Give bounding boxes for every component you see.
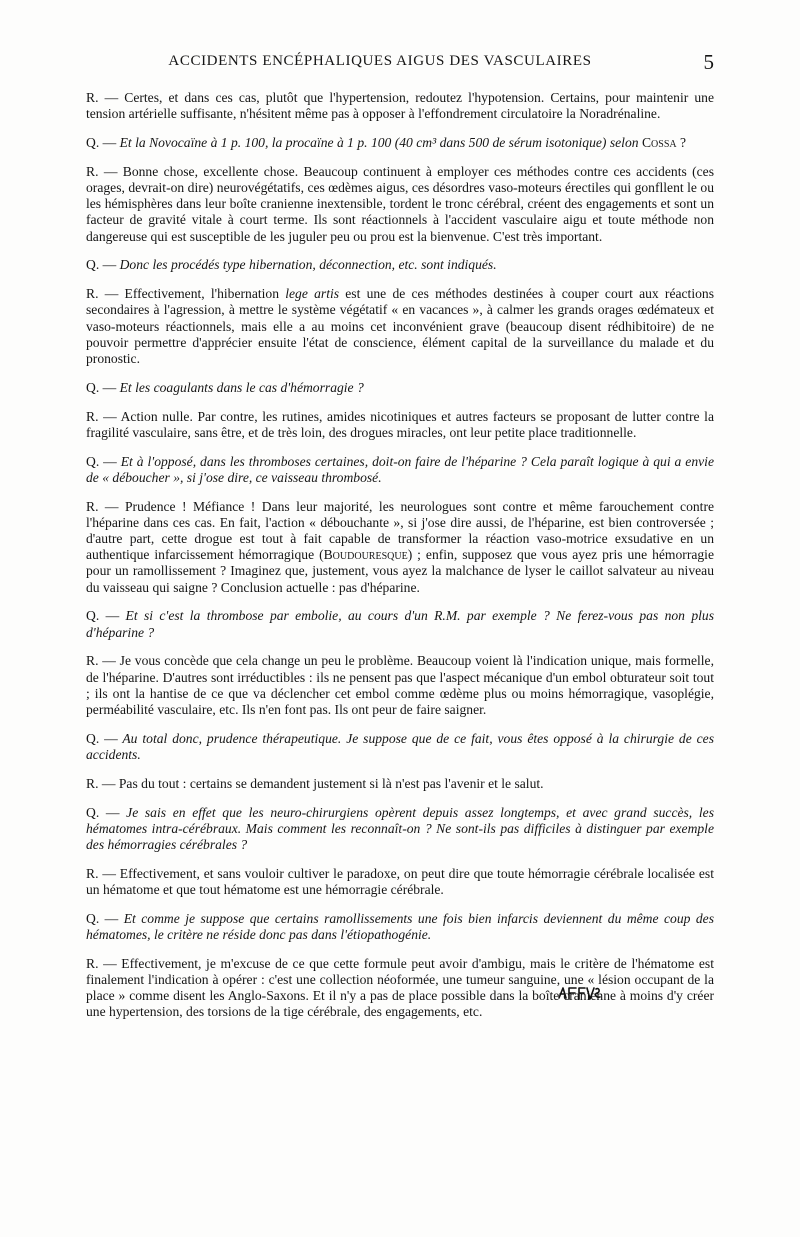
running-header: [86, 50, 714, 74]
body-text: [86, 90, 714, 1033]
question-paragraph: [86, 135, 714, 151]
question-paragraph: [86, 380, 714, 396]
answer-paragraph: [86, 164, 714, 245]
question-paragraph: [86, 257, 714, 273]
handwritten-annotation-icon: [556, 982, 602, 1004]
question-paragraph: [86, 608, 714, 640]
speaker-label: R. —: [86, 653, 116, 669]
speaker-label: Q. —: [86, 608, 120, 624]
paragraph-text: Et comme je suppose que certains ramollissements une fois bien infarcis deviennent du même coup des hématomes, le critère ne réside donc pas dans l'étiopathogénie.: [86, 910, 714, 943]
speaker-label: Q. —: [86, 910, 119, 926]
paragraph-text: Et si c'est la thrombose par embolie, au cours d'un R.M. par exemple ? Ne ferez-vous pas non plus d'héparine ?: [86, 608, 714, 640]
paragraph-text: Donc les procédés type hibernation, déconnection, etc. sont indiqués.: [116, 257, 497, 273]
running-title: ACCIDENTS ENCÉPHALIQUES AIGUS DES VASCULAIRES: [168, 53, 592, 69]
answer-paragraph: [86, 499, 714, 596]
paragraph-text: Et la Novocaïne à 1 p. 100, la procaïne à 1 p. 100 (40 cm³ dans 500 de sérum isotonique) selon: [116, 135, 642, 150]
speaker-label: Q. —: [86, 730, 118, 746]
speaker-label: R. —: [86, 163, 118, 179]
answer-paragraph: [86, 653, 714, 718]
author-name: Cossa: [641, 135, 677, 150]
paragraph-text: Au total donc, prudence thérapeutique. Je suppose que de ce fait, vous êtes opposé à la chirurgie de ces accidents.: [86, 730, 714, 763]
paragraph-text: Pas du tout : certains se demandent justement si là n'est pas l'avenir et le salut.: [115, 775, 544, 791]
paragraph-text-cont: ) ; enfin, supposez que vous ayez pris une hémorragie pour un ramollissement ? Imaginez que, justement, vous ayez la malchance de lyser le caillot salvateur au niveau du vaisseau qui saigne ? Conclusion actuelle : pas d'héparine.: [86, 547, 714, 595]
question-paragraph: [86, 911, 714, 943]
paragraph-text: Certes, et dans ces cas, plutôt que l'hypertension, redoutez l'hypotension. Certains, pour maintenir une tension artérielle suffisante, n'hésitent même pas à opposer à l'effondrement circulatoire la Noradrénaline.: [86, 90, 714, 122]
speaker-label: R. —: [86, 286, 119, 302]
author-name: Boudouresque: [323, 547, 408, 563]
answer-paragraph: [86, 90, 714, 122]
speaker-label: R. —: [86, 498, 119, 514]
paragraph-text: Action nulle. Par contre, les rutines, amides nicotiniques et autres facteurs se proposant de lutter contre la fragilité vasculaire, sans être, et de très loin, des drogues miracles, ont leur petite place traditionnelle.: [86, 408, 714, 440]
question-paragraph: [86, 454, 714, 486]
paragraph-text-end: ?: [676, 135, 687, 150]
paragraph-text: Bonne chose, excellente chose. Beaucoup continuent à employer ces méthodes contre ces accidents (ces orages, devrait-on dire) neurovégétatifs, ces œdèmes aigus, ces désordres vaso-moteurs érectiles qui gonfllent le ou les hémisphères dans leur boîte cranienne inextensible, tordent le tronc cérébral, créent des engagements et sont un facteur de gravité vitale à court terme. Ils sont réactionnels à l'accident vasculaire aigu et toute méthode non dangereuse qui est susceptible de les juguler peu ou prou est la bienvenue. C'est très important.: [86, 163, 714, 244]
question-paragraph: [86, 731, 714, 763]
answer-paragraph: [86, 409, 714, 441]
answer-paragraph: [86, 956, 714, 1021]
speaker-label: R. —: [86, 775, 116, 791]
answer-paragraph: [86, 776, 714, 792]
paragraph-text: Effectivement, et sans vouloir cultiver le paradoxe, on peut dire que toute hémorragie cérébrale localisée est un hématome et que tout hématome est une hémorragie cérébrale.: [86, 865, 714, 898]
paragraph-text: Et les coagulants dans le cas d'hémorragie ?: [116, 379, 364, 395]
paragraph-text: Effectivement, je m'excuse de ce que cette formule peut avoir d'ambigu, mais le critère de l'hématome est finalement l'indication à opérer : c'est une collection néoformée, une tumeur sanguine, une « lésion occupant de la place » comme disent les Anglo-Saxons. Et il n'y a pas de place possible dans la boîte cranienne à moins d'y créer une hypertension, des torsions de la tige cérébrale, des engagements, etc.: [86, 955, 714, 1020]
page-number: 5: [703, 50, 714, 74]
paragraph-text-cont: est une de ces méthodes destinées à couper court aux réactions secondaires à l'agression, à mettre le système végétatif « en vacances », à calmer les grands orages œdémateux et vaso-moteurs réactionnels, mais elle a au moins cet inconvénient grave (beaucoup disent rédhibitoire) de ne pouvoir permettre d'apprécier ensuite l'état de conscience, élément capital de la surveillance du malade et du pronostic.: [86, 286, 714, 367]
answer-paragraph: [86, 286, 714, 367]
paragraph-text: Effectivement, l'hibernation: [118, 286, 286, 302]
paragraph-text: Je vous concède que cela change un peu le problème. Beaucoup voient là l'indication unique, mais formelle, de l'héparine. D'autres sont irréductibles : ils ne pensent pas que l'aspect mécanique d'un embol obturateur soit tout ; ils ont la hantise de ce que va déclencher cet embol comme œdème plus ou moins hémorragique, vasoplégie, perméabilité vasculaire, etc. Ils n'en font pas. Ils ont peur de faire saigner.: [86, 653, 714, 718]
question-paragraph: [86, 805, 714, 854]
speaker-label: R. —: [86, 955, 117, 971]
paragraph-text: Et à l'opposé, dans les thromboses certaines, doit-on faire de l'héparine ? Cela paraît logique à qui a envie de « déboucher », si j'ose dire, ce vaisseau thrombosé.: [86, 453, 714, 485]
speaker-label: Q. —: [86, 804, 120, 820]
paragraph-text: Je sais en effet que les neuro-chirurgiens opèrent depuis assez longtemps, et avec grand succès, les hématomes intra-cérébraux. Mais comment les reconnaît-on ? Ne sont-ils pas difficiles à distinguer par exemple des hémorragies cérébrales ?: [86, 804, 714, 853]
paragraph-text: Prudence ! Méfiance ! Dans leur majorité, les neurologues sont contre et même farouchement contre l'héparine dans ces cas. En fait, l'action « débouchante », si j'ose dire aussi, de l'héparine, est bien controversée ; d'autre part, cette drogue est tout à fait capable de transformer la réaction vaso-motrice exsudative en un authentique infarcissement hémorragique (: [86, 498, 715, 563]
speaker-label: R. —: [86, 865, 116, 881]
speaker-label: Q. —: [86, 135, 117, 150]
speaker-label: R. —: [86, 408, 117, 424]
answer-paragraph: [86, 866, 714, 898]
speaker-label: Q. —: [86, 453, 117, 469]
speaker-label: R. —: [86, 90, 119, 105]
speaker-label: Q. —: [86, 379, 117, 395]
italic-phrase: lege artis: [285, 286, 340, 302]
speaker-label: Q. —: [86, 257, 117, 273]
